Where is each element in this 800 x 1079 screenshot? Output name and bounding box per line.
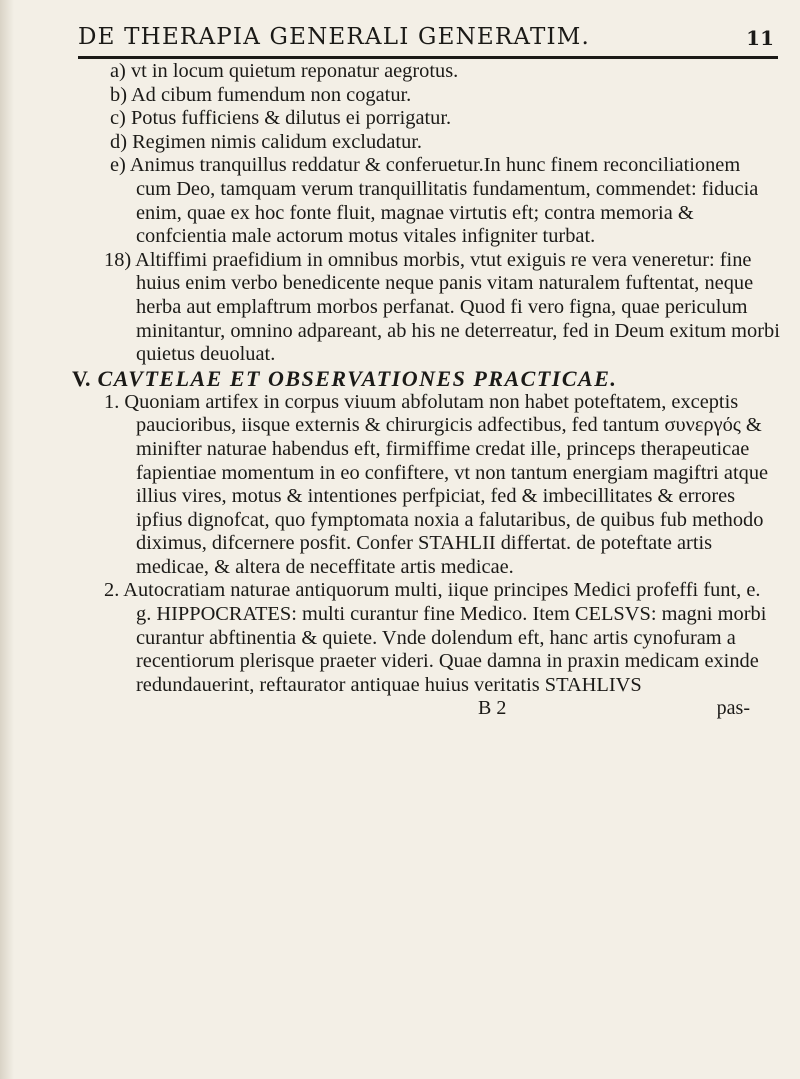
list-item-a: a) vt in locum quietum reponatur aegrotus.	[110, 60, 459, 82]
paragraph-18: 18) Altiffimi praefidium in omnibus morbis, vtut exiguis re vera veneretur: fine huius enim verbo benedicente neque panis vitam naturalem fuftentat, neque herba aut emplaftrum morbos perfanat. Quod fi vero figna, quae periculum minitantur, omnino adpareant, ab his ne deterreatur, fed in Deum exitum morbi quietus deuoluat.	[104, 248, 780, 366]
list-item-d: d) Regimen nimis calidum excludatur.	[110, 130, 423, 153]
list-item-b: b) Ad cibum fumendum non cogatur.	[110, 83, 412, 106]
section-title: CAVTELAE ET OBSERVATIONES PRACTICAE.	[97, 365, 618, 391]
paragraph-2: 2. Autocratiam naturae antiquorum multi, iique principes Medici profeffi funt, e. g. HIPPOCRATES: multi curantur fine Medico. Item CELSVS: magni morbi curantur abftinentia & quiete. Vnde dolendum eft, hanc artis cynofuram a recentiorum plerisque praeter videri. Quae damna in praxin medicam exinde redundauerint, reftaurator antiquae huius veritatis STAHLIVS	[104, 579, 767, 696]
signature-mark: B 2	[478, 697, 507, 720]
list-item-c: c) Potus fufficiens & dilutus ei porrigatur.	[110, 107, 452, 130]
section-numeral: V.	[72, 365, 91, 391]
page-gutter-shadow	[0, 0, 14, 1079]
catchword: pas-	[716, 697, 750, 720]
paragraph-1: 1. Quoniam artifex in corpus viuum abfolutam non habet poteftatem, exceptis paucioribus, iisque externis & chirurgicis adfectibus, fed tantum συνεργός & minifter naturae habendus eft, firmiffime credat ille, princeps therapeuticae fapientiae momentum in eo confiftere, vt non tantum energiam magiftri atque illius vires, motus & intentiones perfpiciat, fed & imbecillitates & errores ipfius dignofcat, quo fymptomata noxia a falutaribus, de quibus fub methodo diximus, difcernere posfit. Confer STAHLII differtat. de poteftate artis medicae, & altera de neceffitate artis medicae.	[104, 390, 769, 578]
body-text	[72, 60, 780, 721]
page-footer	[72, 697, 780, 721]
page-number: 11	[746, 26, 774, 50]
section-heading	[72, 367, 780, 391]
list-item-e: e) Animus tranquillus reddatur & conferuetur.In hunc finem reconciliationem cum Deo, tamquam verum tranquillitatis fundamentum, commendet: fiducia enim, quae ex hoc fonte fluit, magnae virtutis eft; contra memoria & confcientia male actorum motus vitales infigniter turbat.	[110, 154, 759, 248]
running-title: DE THERAPIA GENERALI GENERATIM.	[78, 24, 591, 50]
running-head	[78, 16, 778, 59]
